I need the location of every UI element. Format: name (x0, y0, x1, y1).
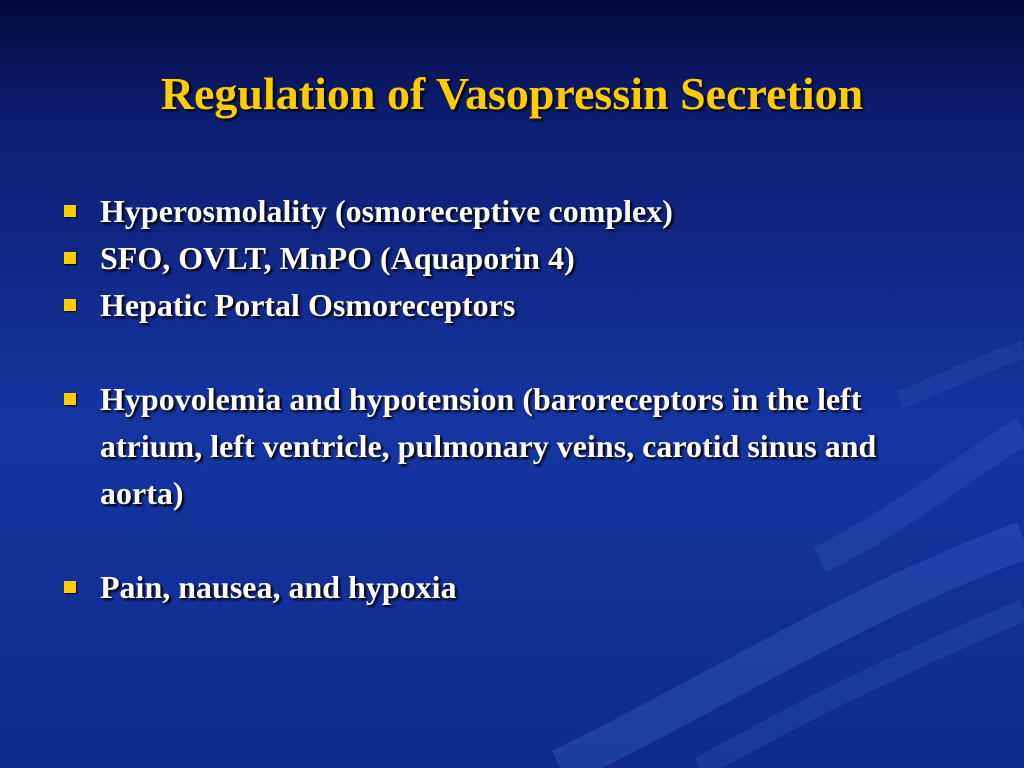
square-bullet-icon (64, 299, 76, 311)
square-bullet-icon (64, 393, 76, 405)
bullet-item (62, 564, 962, 611)
square-bullet-icon (64, 205, 76, 217)
bullet-item (62, 188, 962, 235)
square-bullet-icon (64, 252, 76, 264)
bullet-text: Hyperosmolality (osmoreceptive complex) (100, 193, 673, 229)
bullet-item (62, 282, 962, 329)
bullet-item (62, 235, 962, 282)
square-bullet-icon (64, 581, 76, 593)
bullet-text: Pain, nausea, and hypoxia (100, 569, 457, 605)
slide-title: Regulation of Vasopressin Secretion (160, 68, 864, 119)
bullet-list (62, 188, 962, 611)
bullet-item (62, 376, 962, 517)
bullet-text: SFO, OVLT, MnPO (Aquaporin 4) (100, 240, 575, 276)
bullet-text: Hepatic Portal Osmoreceptors (100, 287, 516, 323)
bullet-text: Hypovolemia and hypotension (baroreceptors in the left atrium, left ventricle, pulmonary veins, carotid sinus and aorta) (100, 381, 877, 511)
